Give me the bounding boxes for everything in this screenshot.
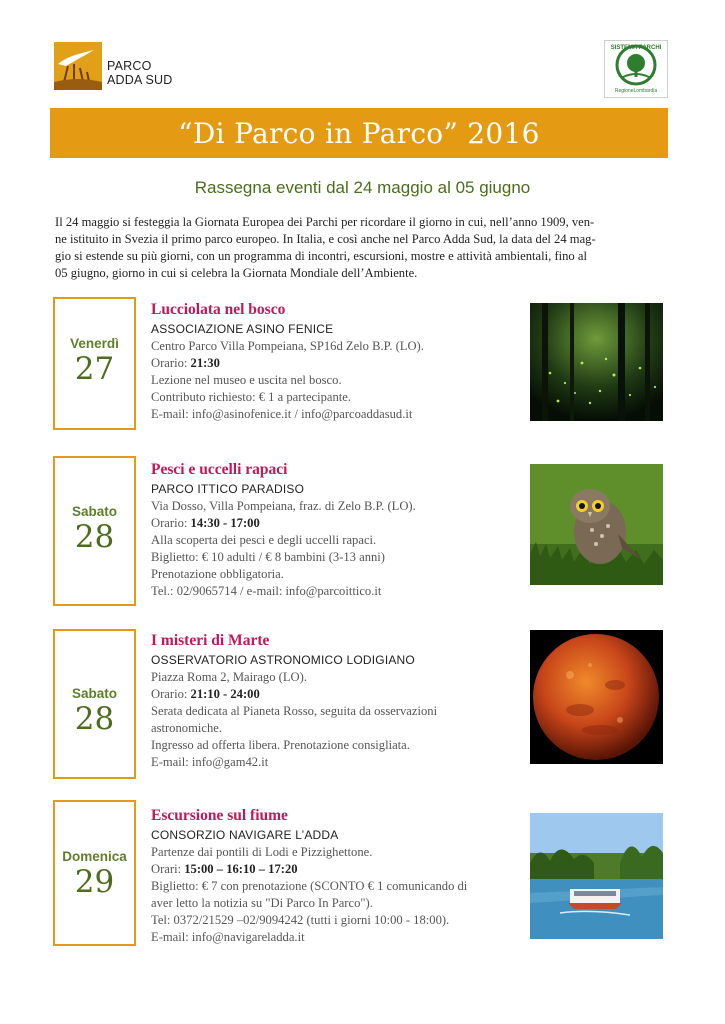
river-boat-photo (530, 813, 663, 939)
event-location: Piazza Roma 2, Mairago (LO). (151, 670, 307, 684)
event-details (151, 806, 521, 946)
event-time: 21:30 (190, 356, 220, 370)
event-line: E-mail: info@navigareladda.it (151, 930, 305, 944)
event-day: Domenica (62, 849, 127, 864)
event-time: 14:30 - 17:00 (190, 516, 260, 530)
logo-right-sub: RegioneLombardia (614, 88, 658, 94)
event-location: Centro Parco Villa Pompeiana, SP16d Zelo B.P. (LO). (151, 339, 424, 353)
event-date-box (53, 297, 136, 430)
event-line: E-mail: info@asinofenice.it / info@parcoaddasud.it (151, 407, 413, 421)
intro-line: 05 giugno, giorno in cui si celebra la Giornata Mondiale dell’Ambiente. (55, 266, 418, 280)
event-title: Escursione sul fiume (151, 807, 288, 824)
parco-adda-sud-logo (54, 42, 194, 94)
logo-left-line1: PARCO (107, 59, 152, 73)
tree-badge-icon (605, 41, 667, 87)
event-time-row (151, 686, 521, 703)
event-organizer: ASSOCIAZIONE ASINO FENICE (151, 322, 334, 336)
event-line: Biglietto: € 7 con prenotazione (SCONTO € 1 comunicando di (151, 879, 468, 893)
event-location: Partenze dai pontili di Lodi e Pizzighettone. (151, 845, 373, 859)
event-day: Venerdì (70, 336, 119, 351)
heron-logo-icon (54, 42, 102, 90)
intro-line: gio si estende su più giorni, con un programma di incontri, escursioni, mostre e attività ambientali, fino al (55, 249, 587, 263)
event-title: I misteri di Marte (151, 632, 270, 649)
event-date: 27 (74, 351, 115, 387)
event-title: Lucciolata nel bosco (151, 301, 286, 318)
event-day: Sabato (71, 504, 117, 519)
event-date: 28 (74, 519, 115, 555)
event-date-box (53, 629, 136, 779)
logo-right-label: SISTEMA PARCHI (610, 45, 662, 51)
event-time: 15:00 – 16:10 – 17:20 (184, 862, 298, 876)
logo-left-line2: ADDA SUD (107, 73, 173, 87)
event-title: Pesci e uccelli rapaci (151, 461, 288, 478)
event-date: 29 (74, 864, 115, 900)
event-line: E-mail: info@gam42.it (151, 755, 269, 769)
event-line: astronomiche. (151, 721, 222, 735)
event-time-row (151, 355, 521, 372)
event-location: Via Dosso, Villa Pompeiana, fraz. di Zelo B.P. (LO). (151, 499, 416, 513)
event-line: Lezione nel museo e uscita nel bosco. (151, 373, 342, 387)
event-time-label: Orario: (151, 356, 191, 370)
event-organizer: PARCO ITTICO PARADISO (151, 482, 305, 496)
event-line: Tel.: 02/9065714 / e-mail: info@parcoittico.it (151, 584, 382, 598)
intro-line: ne istituito in Svezia il primo parco europeo. In Italia, e così anche nel Parco Adda Sud, la data del 24 mag- (55, 232, 596, 246)
forest-fireflies-photo (530, 303, 663, 421)
event-line: Biglietto: € 10 adulti / € 8 bambini (3-13 anni) (151, 550, 386, 564)
event-line: Serata dedicata al Pianeta Rosso, seguita da osservazioni (151, 704, 438, 718)
intro-line: Il 24 maggio si festeggia la Giornata Europea dei Parchi per ricordare il giorno in cui, nell’anno 1909, ven- (55, 215, 595, 229)
event-line: Contributo richiesto: € 1 a partecipante. (151, 390, 352, 404)
event-organizer: CONSORZIO NAVIGARE L’ADDA (151, 828, 339, 842)
page-title: “Di Parco in Parco” 2016 (178, 117, 540, 150)
event-day: Sabato (71, 686, 117, 701)
event-line: Tel: 0372/21529 –02/9094242 (tutti i giorni 10:00 - 18:00). (151, 913, 450, 927)
event-details (151, 300, 521, 423)
event-line: Alla scoperta dei pesci e degli uccelli rapaci. (151, 533, 377, 547)
event-date-box (53, 800, 136, 946)
event-details (151, 460, 521, 600)
event-line: Prenotazione obbligatoria. (151, 567, 284, 581)
sistema-parchi-logo (604, 40, 668, 98)
event-date: 28 (74, 701, 115, 737)
title-banner (50, 108, 668, 158)
event-date-box (53, 456, 136, 606)
intro-paragraph (55, 214, 663, 282)
event-time-row (151, 515, 521, 532)
event-time-label: Orario: (151, 516, 191, 530)
event-line: Ingresso ad offerta libera. Prenotazione consigliata. (151, 738, 410, 752)
event-time-row (151, 861, 521, 878)
event-time-label: Orari: (151, 862, 185, 876)
event-time-label: Orario: (151, 687, 191, 701)
event-time: 21:10 - 24:00 (190, 687, 260, 701)
event-organizer: OSSERVATORIO ASTRONOMICO LODIGIANO (151, 653, 415, 667)
event-line: aver letto la notizia su "Di Parco In Parco"). (151, 896, 373, 910)
mars-planet-photo (530, 630, 663, 764)
owl-photo (530, 464, 663, 585)
event-details (151, 631, 521, 771)
page-subtitle: Rassegna eventi dal 24 maggio al 05 giugno (194, 178, 531, 197)
